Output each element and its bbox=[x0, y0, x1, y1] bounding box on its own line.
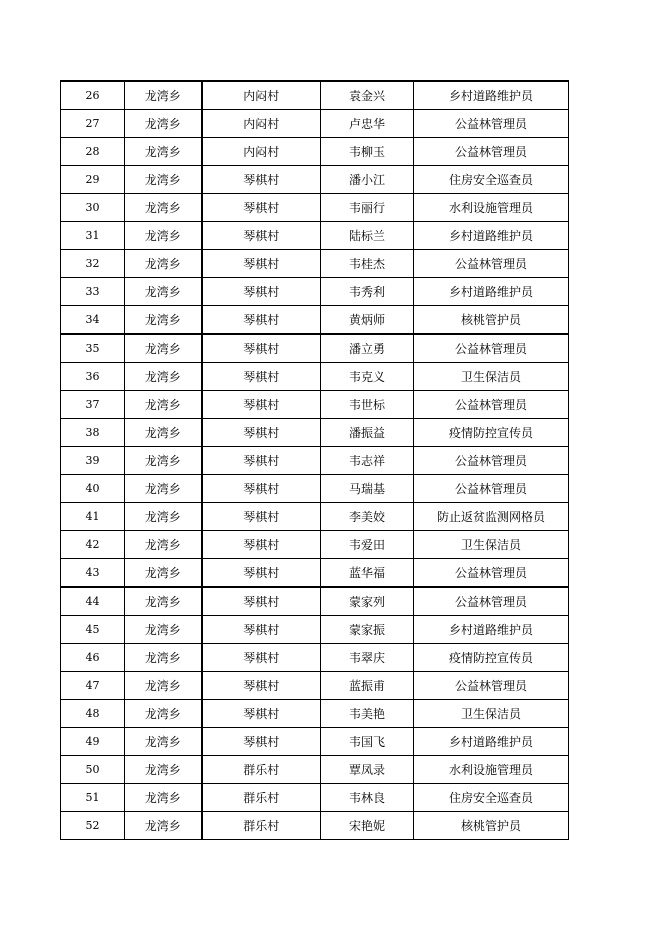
cell-village: 琴棋村 bbox=[202, 194, 321, 222]
cell-post: 卫生保洁员 bbox=[414, 363, 569, 391]
cell-post: 公益林管理员 bbox=[414, 110, 569, 138]
cell-person-name: 蓝振甫 bbox=[321, 672, 414, 700]
cell-post: 疫情防控宣传员 bbox=[414, 644, 569, 672]
cell-village: 琴棋村 bbox=[202, 166, 321, 194]
cell-post: 卫生保洁员 bbox=[414, 531, 569, 559]
cell-post: 公益林管理员 bbox=[414, 587, 569, 616]
cell-person-name: 潘立勇 bbox=[321, 334, 414, 363]
cell-serial-number: 29 bbox=[61, 166, 125, 194]
cell-post: 公益林管理员 bbox=[414, 138, 569, 166]
cell-township: 龙湾乡 bbox=[125, 531, 202, 559]
cell-post: 公益林管理员 bbox=[414, 334, 569, 363]
cell-post: 乡村道路维护员 bbox=[414, 278, 569, 306]
cell-village: 琴棋村 bbox=[202, 531, 321, 559]
cell-village: 琴棋村 bbox=[202, 587, 321, 616]
cell-person-name: 宋艳妮 bbox=[321, 812, 414, 840]
cell-township: 龙湾乡 bbox=[125, 616, 202, 644]
cell-township: 龙湾乡 bbox=[125, 110, 202, 138]
cell-person-name: 覃凤录 bbox=[321, 756, 414, 784]
cell-person-name: 蒙家振 bbox=[321, 616, 414, 644]
cell-post: 公益林管理员 bbox=[414, 475, 569, 503]
cell-village: 群乐村 bbox=[202, 784, 321, 812]
cell-serial-number: 46 bbox=[61, 644, 125, 672]
cell-post: 住房安全巡查员 bbox=[414, 784, 569, 812]
cell-village: 琴棋村 bbox=[202, 222, 321, 250]
cell-village: 琴棋村 bbox=[202, 700, 321, 728]
cell-township: 龙湾乡 bbox=[125, 250, 202, 278]
cell-serial-number: 32 bbox=[61, 250, 125, 278]
cell-village: 琴棋村 bbox=[202, 278, 321, 306]
cell-serial-number: 45 bbox=[61, 616, 125, 644]
cell-village: 琴棋村 bbox=[202, 391, 321, 419]
cell-post: 核桃管护员 bbox=[414, 306, 569, 335]
cell-serial-number: 26 bbox=[61, 81, 125, 110]
cell-post: 核桃管护员 bbox=[414, 812, 569, 840]
table-row bbox=[61, 644, 569, 672]
cell-village: 琴棋村 bbox=[202, 250, 321, 278]
cell-serial-number: 38 bbox=[61, 419, 125, 447]
cell-village: 琴棋村 bbox=[202, 559, 321, 588]
table-row bbox=[61, 138, 569, 166]
cell-village: 琴棋村 bbox=[202, 475, 321, 503]
cell-post: 疫情防控宣传员 bbox=[414, 419, 569, 447]
cell-serial-number: 47 bbox=[61, 672, 125, 700]
cell-post: 乡村道路维护员 bbox=[414, 728, 569, 756]
cell-serial-number: 33 bbox=[61, 278, 125, 306]
cell-post: 公益林管理员 bbox=[414, 672, 569, 700]
cell-person-name: 黄炳师 bbox=[321, 306, 414, 335]
cell-post: 公益林管理员 bbox=[414, 559, 569, 588]
table-row bbox=[61, 447, 569, 475]
table-row bbox=[61, 784, 569, 812]
cell-village: 群乐村 bbox=[202, 812, 321, 840]
cell-village: 琴棋村 bbox=[202, 334, 321, 363]
cell-village: 琴棋村 bbox=[202, 503, 321, 531]
roster-table bbox=[60, 80, 569, 840]
cell-serial-number: 49 bbox=[61, 728, 125, 756]
table-row bbox=[61, 672, 569, 700]
cell-village: 群乐村 bbox=[202, 756, 321, 784]
cell-township: 龙湾乡 bbox=[125, 672, 202, 700]
table-row bbox=[61, 559, 569, 588]
cell-village: 内闷村 bbox=[202, 138, 321, 166]
cell-village: 内闷村 bbox=[202, 110, 321, 138]
cell-person-name: 韦克义 bbox=[321, 363, 414, 391]
table-row bbox=[61, 728, 569, 756]
cell-person-name: 陆标兰 bbox=[321, 222, 414, 250]
cell-post: 乡村道路维护员 bbox=[414, 222, 569, 250]
cell-township: 龙湾乡 bbox=[125, 784, 202, 812]
table-row bbox=[61, 700, 569, 728]
cell-township: 龙湾乡 bbox=[125, 475, 202, 503]
cell-serial-number: 36 bbox=[61, 363, 125, 391]
cell-person-name: 蒙家列 bbox=[321, 587, 414, 616]
table-row bbox=[61, 81, 569, 110]
cell-serial-number: 27 bbox=[61, 110, 125, 138]
cell-township: 龙湾乡 bbox=[125, 559, 202, 588]
cell-township: 龙湾乡 bbox=[125, 363, 202, 391]
cell-township: 龙湾乡 bbox=[125, 81, 202, 110]
cell-serial-number: 42 bbox=[61, 531, 125, 559]
table-row bbox=[61, 616, 569, 644]
table-row bbox=[61, 531, 569, 559]
cell-person-name: 韦桂杰 bbox=[321, 250, 414, 278]
cell-person-name: 潘振益 bbox=[321, 419, 414, 447]
cell-township: 龙湾乡 bbox=[125, 166, 202, 194]
table-row bbox=[61, 503, 569, 531]
cell-township: 龙湾乡 bbox=[125, 756, 202, 784]
cell-person-name: 韦林良 bbox=[321, 784, 414, 812]
cell-serial-number: 48 bbox=[61, 700, 125, 728]
table-row bbox=[61, 587, 569, 616]
cell-post: 乡村道路维护员 bbox=[414, 81, 569, 110]
roster-table-body bbox=[61, 81, 569, 840]
cell-township: 龙湾乡 bbox=[125, 222, 202, 250]
cell-serial-number: 37 bbox=[61, 391, 125, 419]
cell-person-name: 韦志祥 bbox=[321, 447, 414, 475]
cell-person-name: 韦国飞 bbox=[321, 728, 414, 756]
cell-serial-number: 30 bbox=[61, 194, 125, 222]
cell-person-name: 袁金兴 bbox=[321, 81, 414, 110]
table-row bbox=[61, 222, 569, 250]
cell-township: 龙湾乡 bbox=[125, 391, 202, 419]
cell-township: 龙湾乡 bbox=[125, 728, 202, 756]
cell-serial-number: 40 bbox=[61, 475, 125, 503]
table-row bbox=[61, 306, 569, 335]
table-row bbox=[61, 419, 569, 447]
cell-post: 公益林管理员 bbox=[414, 250, 569, 278]
table-row bbox=[61, 250, 569, 278]
cell-township: 龙湾乡 bbox=[125, 644, 202, 672]
cell-village: 琴棋村 bbox=[202, 728, 321, 756]
table-row bbox=[61, 391, 569, 419]
cell-post: 公益林管理员 bbox=[414, 391, 569, 419]
cell-post: 水利设施管理员 bbox=[414, 194, 569, 222]
cell-township: 龙湾乡 bbox=[125, 278, 202, 306]
cell-township: 龙湾乡 bbox=[125, 194, 202, 222]
cell-serial-number: 39 bbox=[61, 447, 125, 475]
cell-person-name: 韦世标 bbox=[321, 391, 414, 419]
cell-township: 龙湾乡 bbox=[125, 700, 202, 728]
table-row bbox=[61, 334, 569, 363]
cell-township: 龙湾乡 bbox=[125, 419, 202, 447]
cell-serial-number: 41 bbox=[61, 503, 125, 531]
cell-serial-number: 35 bbox=[61, 334, 125, 363]
table-row bbox=[61, 194, 569, 222]
cell-village: 琴棋村 bbox=[202, 672, 321, 700]
cell-township: 龙湾乡 bbox=[125, 306, 202, 335]
cell-serial-number: 28 bbox=[61, 138, 125, 166]
cell-serial-number: 52 bbox=[61, 812, 125, 840]
cell-serial-number: 43 bbox=[61, 559, 125, 588]
cell-serial-number: 44 bbox=[61, 587, 125, 616]
table-row bbox=[61, 812, 569, 840]
cell-post: 水利设施管理员 bbox=[414, 756, 569, 784]
cell-village: 琴棋村 bbox=[202, 644, 321, 672]
table-row bbox=[61, 166, 569, 194]
cell-post: 住房安全巡查员 bbox=[414, 166, 569, 194]
cell-person-name: 韦秀利 bbox=[321, 278, 414, 306]
cell-township: 龙湾乡 bbox=[125, 503, 202, 531]
cell-village: 内闷村 bbox=[202, 81, 321, 110]
cell-person-name: 马瑞基 bbox=[321, 475, 414, 503]
table-row bbox=[61, 475, 569, 503]
table-row bbox=[61, 110, 569, 138]
cell-person-name: 韦丽行 bbox=[321, 194, 414, 222]
cell-person-name: 韦柳玉 bbox=[321, 138, 414, 166]
cell-serial-number: 34 bbox=[61, 306, 125, 335]
cell-person-name: 韦爱田 bbox=[321, 531, 414, 559]
cell-village: 琴棋村 bbox=[202, 419, 321, 447]
cell-serial-number: 51 bbox=[61, 784, 125, 812]
cell-post: 防止返贫监测网格员 bbox=[414, 503, 569, 531]
cell-person-name: 李美姣 bbox=[321, 503, 414, 531]
table-row bbox=[61, 756, 569, 784]
cell-township: 龙湾乡 bbox=[125, 587, 202, 616]
cell-person-name: 卢忠华 bbox=[321, 110, 414, 138]
cell-person-name: 韦翠庆 bbox=[321, 644, 414, 672]
cell-village: 琴棋村 bbox=[202, 363, 321, 391]
cell-person-name: 潘小江 bbox=[321, 166, 414, 194]
cell-serial-number: 50 bbox=[61, 756, 125, 784]
cell-village: 琴棋村 bbox=[202, 306, 321, 335]
cell-township: 龙湾乡 bbox=[125, 138, 202, 166]
cell-person-name: 韦美艳 bbox=[321, 700, 414, 728]
cell-person-name: 蓝华福 bbox=[321, 559, 414, 588]
cell-township: 龙湾乡 bbox=[125, 334, 202, 363]
cell-serial-number: 31 bbox=[61, 222, 125, 250]
cell-township: 龙湾乡 bbox=[125, 812, 202, 840]
cell-post: 公益林管理员 bbox=[414, 447, 569, 475]
table-row bbox=[61, 278, 569, 306]
cell-post: 卫生保洁员 bbox=[414, 700, 569, 728]
cell-village: 琴棋村 bbox=[202, 447, 321, 475]
cell-township: 龙湾乡 bbox=[125, 447, 202, 475]
cell-post: 乡村道路维护员 bbox=[414, 616, 569, 644]
cell-village: 琴棋村 bbox=[202, 616, 321, 644]
table-row bbox=[61, 363, 569, 391]
